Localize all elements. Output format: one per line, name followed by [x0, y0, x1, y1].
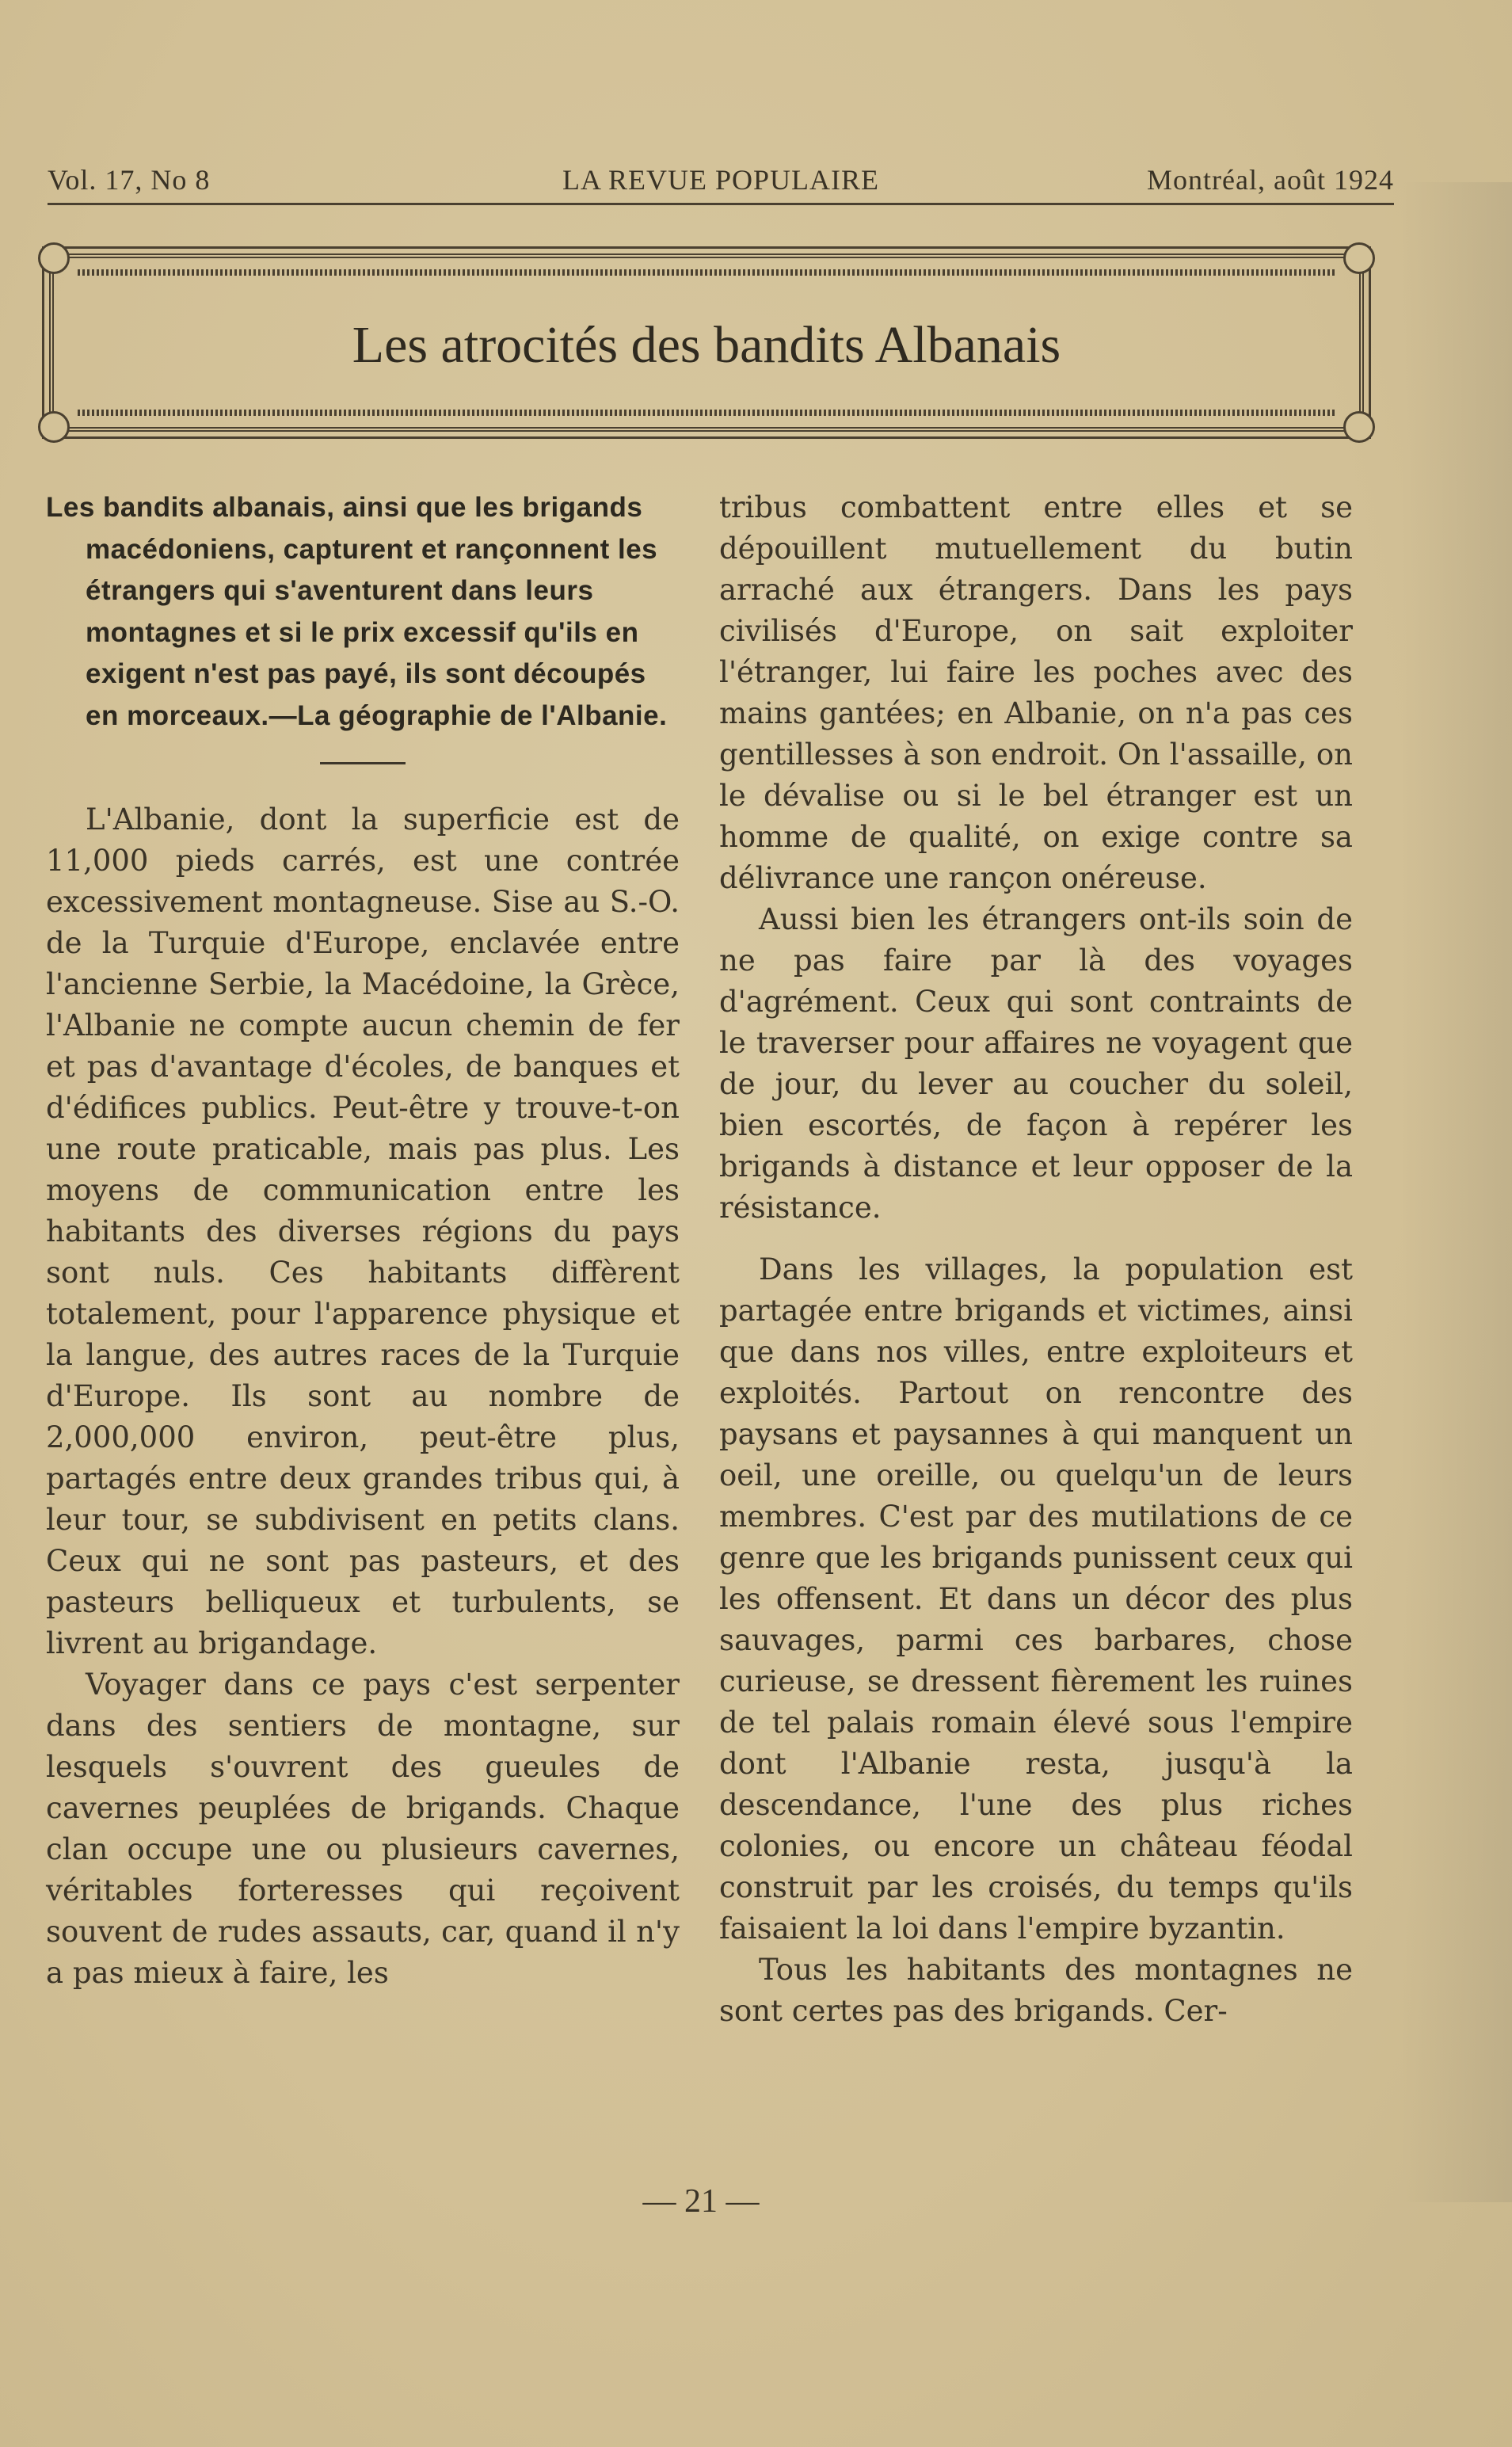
- article-title: Les atrocités des bandits Albanais: [352, 316, 1061, 374]
- ornament-corner-bottom-right: [1343, 411, 1375, 443]
- page-number: — 21 —: [642, 2183, 760, 2220]
- publication-name: LA REVUE POPULAIRE: [562, 164, 879, 196]
- paragraph: tribus combattent entre elles et se dépouillent mutuellement du butin arraché aux étrangers. Dans les pays civilisés d'Europe, on sait exploiter l'étranger, lui faire les poches avec des mains gantées; en Albanie, on n'a pas ces gentillesses à son endroit. On l'assaille, on le dévalise ou si le bel étranger est un homme de qualité, on exige contre sa délivrance une rançon onéreuse.: [719, 490, 1353, 895]
- running-header: [48, 158, 1394, 205]
- ornament-corner-top-right: [1343, 242, 1375, 274]
- paragraph: Voyager dans ce pays c'est serpenter dans des sentiers de montagne, sur lesquels s'ouvrent des gueules de cavernes peuplées de brigands. Chaque clan occupe une ou plusieurs cavernes, véritables forteresses qui reçoivent souvent de rudes assauts, car, quand il n'y a pas mieux à faire, les: [46, 1668, 680, 1990]
- ornament-corner-bottom-left: [38, 411, 70, 443]
- page-edge-shadow: [1401, 182, 1512, 2202]
- volume-number: Vol. 17, No 8: [48, 164, 211, 196]
- article-intro: Les bandits albanais, ainsi que les brigands macédoniens, capturent et rançonnent les étrangers qui s'aventurent dans leurs montagnes et si le prix excessif qu'ils en exigent n'est pas payé, ils sont découpés en morceaux.—La géographie de l'Albanie.: [46, 492, 668, 731]
- left-column: [46, 487, 680, 1994]
- section-separator: [320, 762, 406, 764]
- title-frame: [49, 253, 1364, 432]
- right-column: [719, 487, 1353, 2032]
- paragraph: L'Albanie, dont la superficie est de 11,000 pieds carrés, est une contrée excessivement montagneuse. Sise au S.-O. de la Turquie d'Europe, enclavée entre l'ancienne Serbie, la Macédoine, la Grèce, l'Albanie ne compte aucun chemin de fer et pas d'avantage d'écoles, de banques et d'édifices publics. Peut-être y trouve-t-on une route praticable, mais pas plus. Les moyens de communication entre les habitants des diverses régions du pays sont nuls. Ces habitants diffèrent totalement, pour l'apparence physique et la langue, des autres races de la Turquie d'Europe. Ils sont au nombre de 2,000,000 environ, peut-être plus, partagés entre deux grandes tribus qui, à leur tour, se subdivisent en petits clans. Ceux qui ne sont pas pasteurs, et des pasteurs belliqueux et turbulents, se livrent au brigandage.: [46, 802, 680, 1660]
- issue-date: Montréal, août 1924: [1147, 164, 1394, 196]
- paragraph: Dans les villages, la population est partagée entre brigands et victimes, ainsi que dans nos villes, entre exploiteurs et exploités. Partout on rencontre des paysans et paysannes à qui manquent un oeil, une oreille, ou quelqu'un de leurs membres. C'est par des mutilations de ce genre que les brigands punissent ceux qui les offensent. Et dans un décor des plus sauvages, parmi ces barbares, chose curieuse, se dressent fièrement les ruines de tel palais romain élevé sous l'empire dont l'Albanie resta, jusqu'à la descendance, l'une des plus riches colonies, ou encore un château féodal construit par les croisés, du temps qu'ils faisaient la loi dans l'empire byzantin.: [719, 1252, 1353, 1946]
- paragraph: Aussi bien les étrangers ont-ils soin de ne pas faire par là des voyages d'agrément. Ceux qui sont contraints de le traverser pour affaires ne voyagent que de jour, du lever au coucher du soleil, bien escortés, de façon à repérer les brigands à distance et leur opposer de la résistance.: [719, 902, 1353, 1225]
- ornament-rule-bottom: [78, 410, 1335, 416]
- ornament-rule-top: [78, 269, 1335, 276]
- paragraph: Tous les habitants des montagnes ne sont certes pas des brigands. Cer-: [719, 1953, 1353, 2028]
- ornament-corner-top-left: [38, 242, 70, 274]
